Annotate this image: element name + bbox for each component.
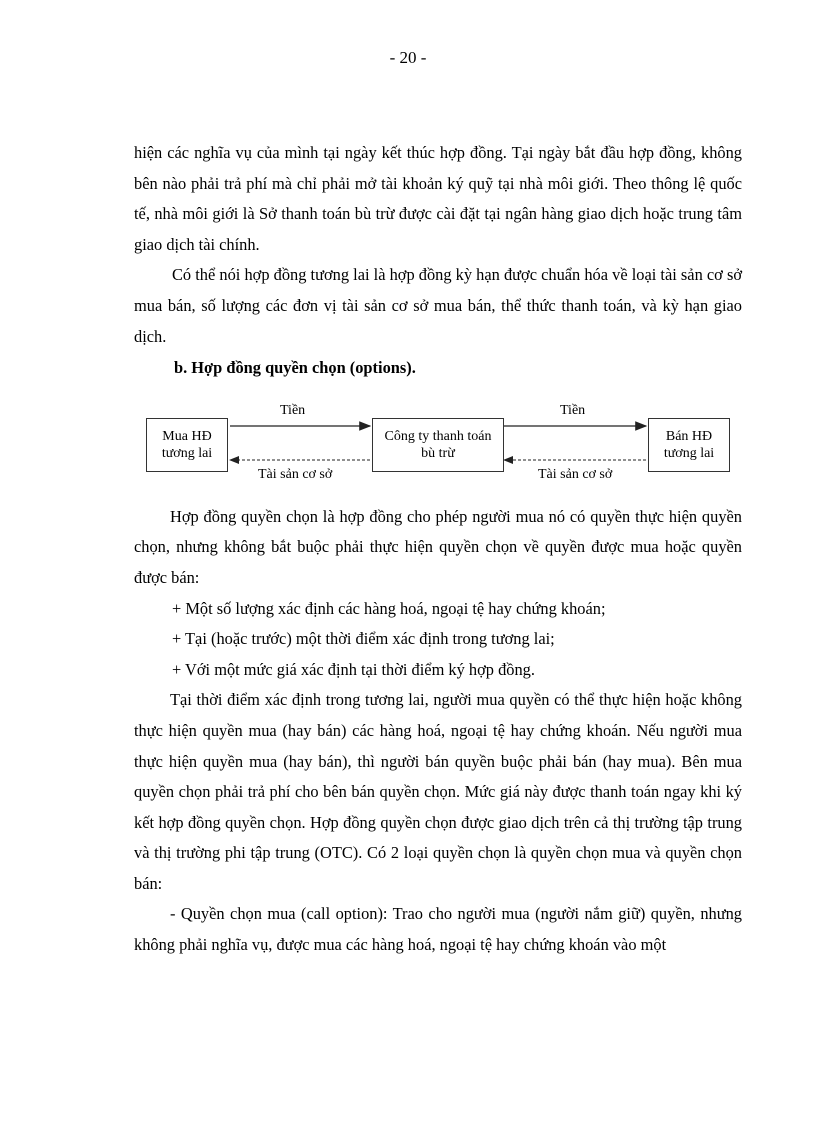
paragraph-5: - Quyền chọn mua (call option): Trao cho người mua (người nắm giữ) quyền, nhưng không phải nghĩa vụ, được mua các hàng hoá, ngoại tệ hay chứng khoán vào một	[134, 904, 742, 955]
box-sell-futures	[648, 418, 730, 472]
paragraph-4: Tại thời điểm xác định trong tương lai, người mua quyền có thể thực hiện hoặc không thực hiện quyền mua (hay bán) các hàng hoá, ngoại tệ hay chứng khoán. Nếu người mua thực hiện quyền mua (hay bán), thì người bán quyền buộc phải bán (hay mua). Bên mua quyền chọn phải trả phí cho bên bán quyền chọn. Mức giá này được thanh toán ngay khi ký kết hợp đồng quyền chọn. Hợp đồng quyền chọn được giao dịch trên cả thị trường tập trung và thị trường phi tập trung (OTC). Có 2 loại quyền chọn là quyền chọn mua và quyền chọn bán:	[134, 690, 742, 893]
box-buy-line-2: tương lai	[161, 445, 213, 461]
box-sell-line-2: tương lai	[663, 445, 715, 461]
box-clearing-house	[372, 418, 504, 472]
list-item-2: + Tại (hoặc trước) một thời điểm xác định trong tương lai;	[172, 629, 555, 649]
list-item-3: + Với một mức giá xác định tại thời điểm ký hợp đồng.	[172, 659, 535, 679]
clearing-flow-diagram	[134, 396, 742, 496]
paragraph-2: Có thể nói hợp đồng tương lai là hợp đồng kỳ hạn được chuẩn hóa về loại tài sản cơ sở mua bán, số lượng các đơn vị tài sản cơ sở mua bán, thể thức thanh toán, và kỳ hạn giao dịch.	[134, 265, 742, 346]
page-number: - 20 -	[389, 48, 427, 67]
box-clearing-line-2: bù trừ	[421, 445, 455, 461]
box-clearing-line-1: Công ty thanh toán	[384, 428, 492, 444]
box-buy-line-1: Mua HĐ	[162, 428, 212, 444]
section-heading-b: b. Hợp đồng quyền chọn (options).	[174, 358, 416, 378]
label-money-right: Tiền	[560, 402, 586, 418]
box-sell-line-1: Bán HĐ	[665, 428, 713, 444]
box-buy-futures	[146, 418, 228, 472]
label-money-left: Tiền	[280, 402, 306, 418]
label-asset-right: Tài sản cơ sở	[538, 466, 613, 482]
label-asset-left: Tài sản cơ sở	[258, 466, 333, 482]
list-item-1: + Một số lượng xác định các hàng hoá, ngoại tệ hay chứng khoán;	[172, 598, 606, 618]
document-body	[134, 138, 742, 961]
paragraph-3: Hợp đồng quyền chọn là hợp đồng cho phép người mua nó có quyền thực hiện quyền chọn, nhưng không bắt buộc phải thực hiện quyền chọn về quyền được mua hoặc quyền được bán:	[134, 506, 742, 587]
paragraph-1: hiện các nghĩa vụ của mình tại ngày kết thúc hợp đồng. Tại ngày bắt đầu hợp đồng, không bên nào phải trả phí mà chỉ phải mở tài khoản ký quỹ tại nhà môi giới. Theo thông lệ quốc tế, nhà môi giới là Sở thanh toán bù trừ được cài đặt tại ngân hàng giao dịch hoặc trung tâm giao dịch tài chính.	[134, 143, 742, 254]
